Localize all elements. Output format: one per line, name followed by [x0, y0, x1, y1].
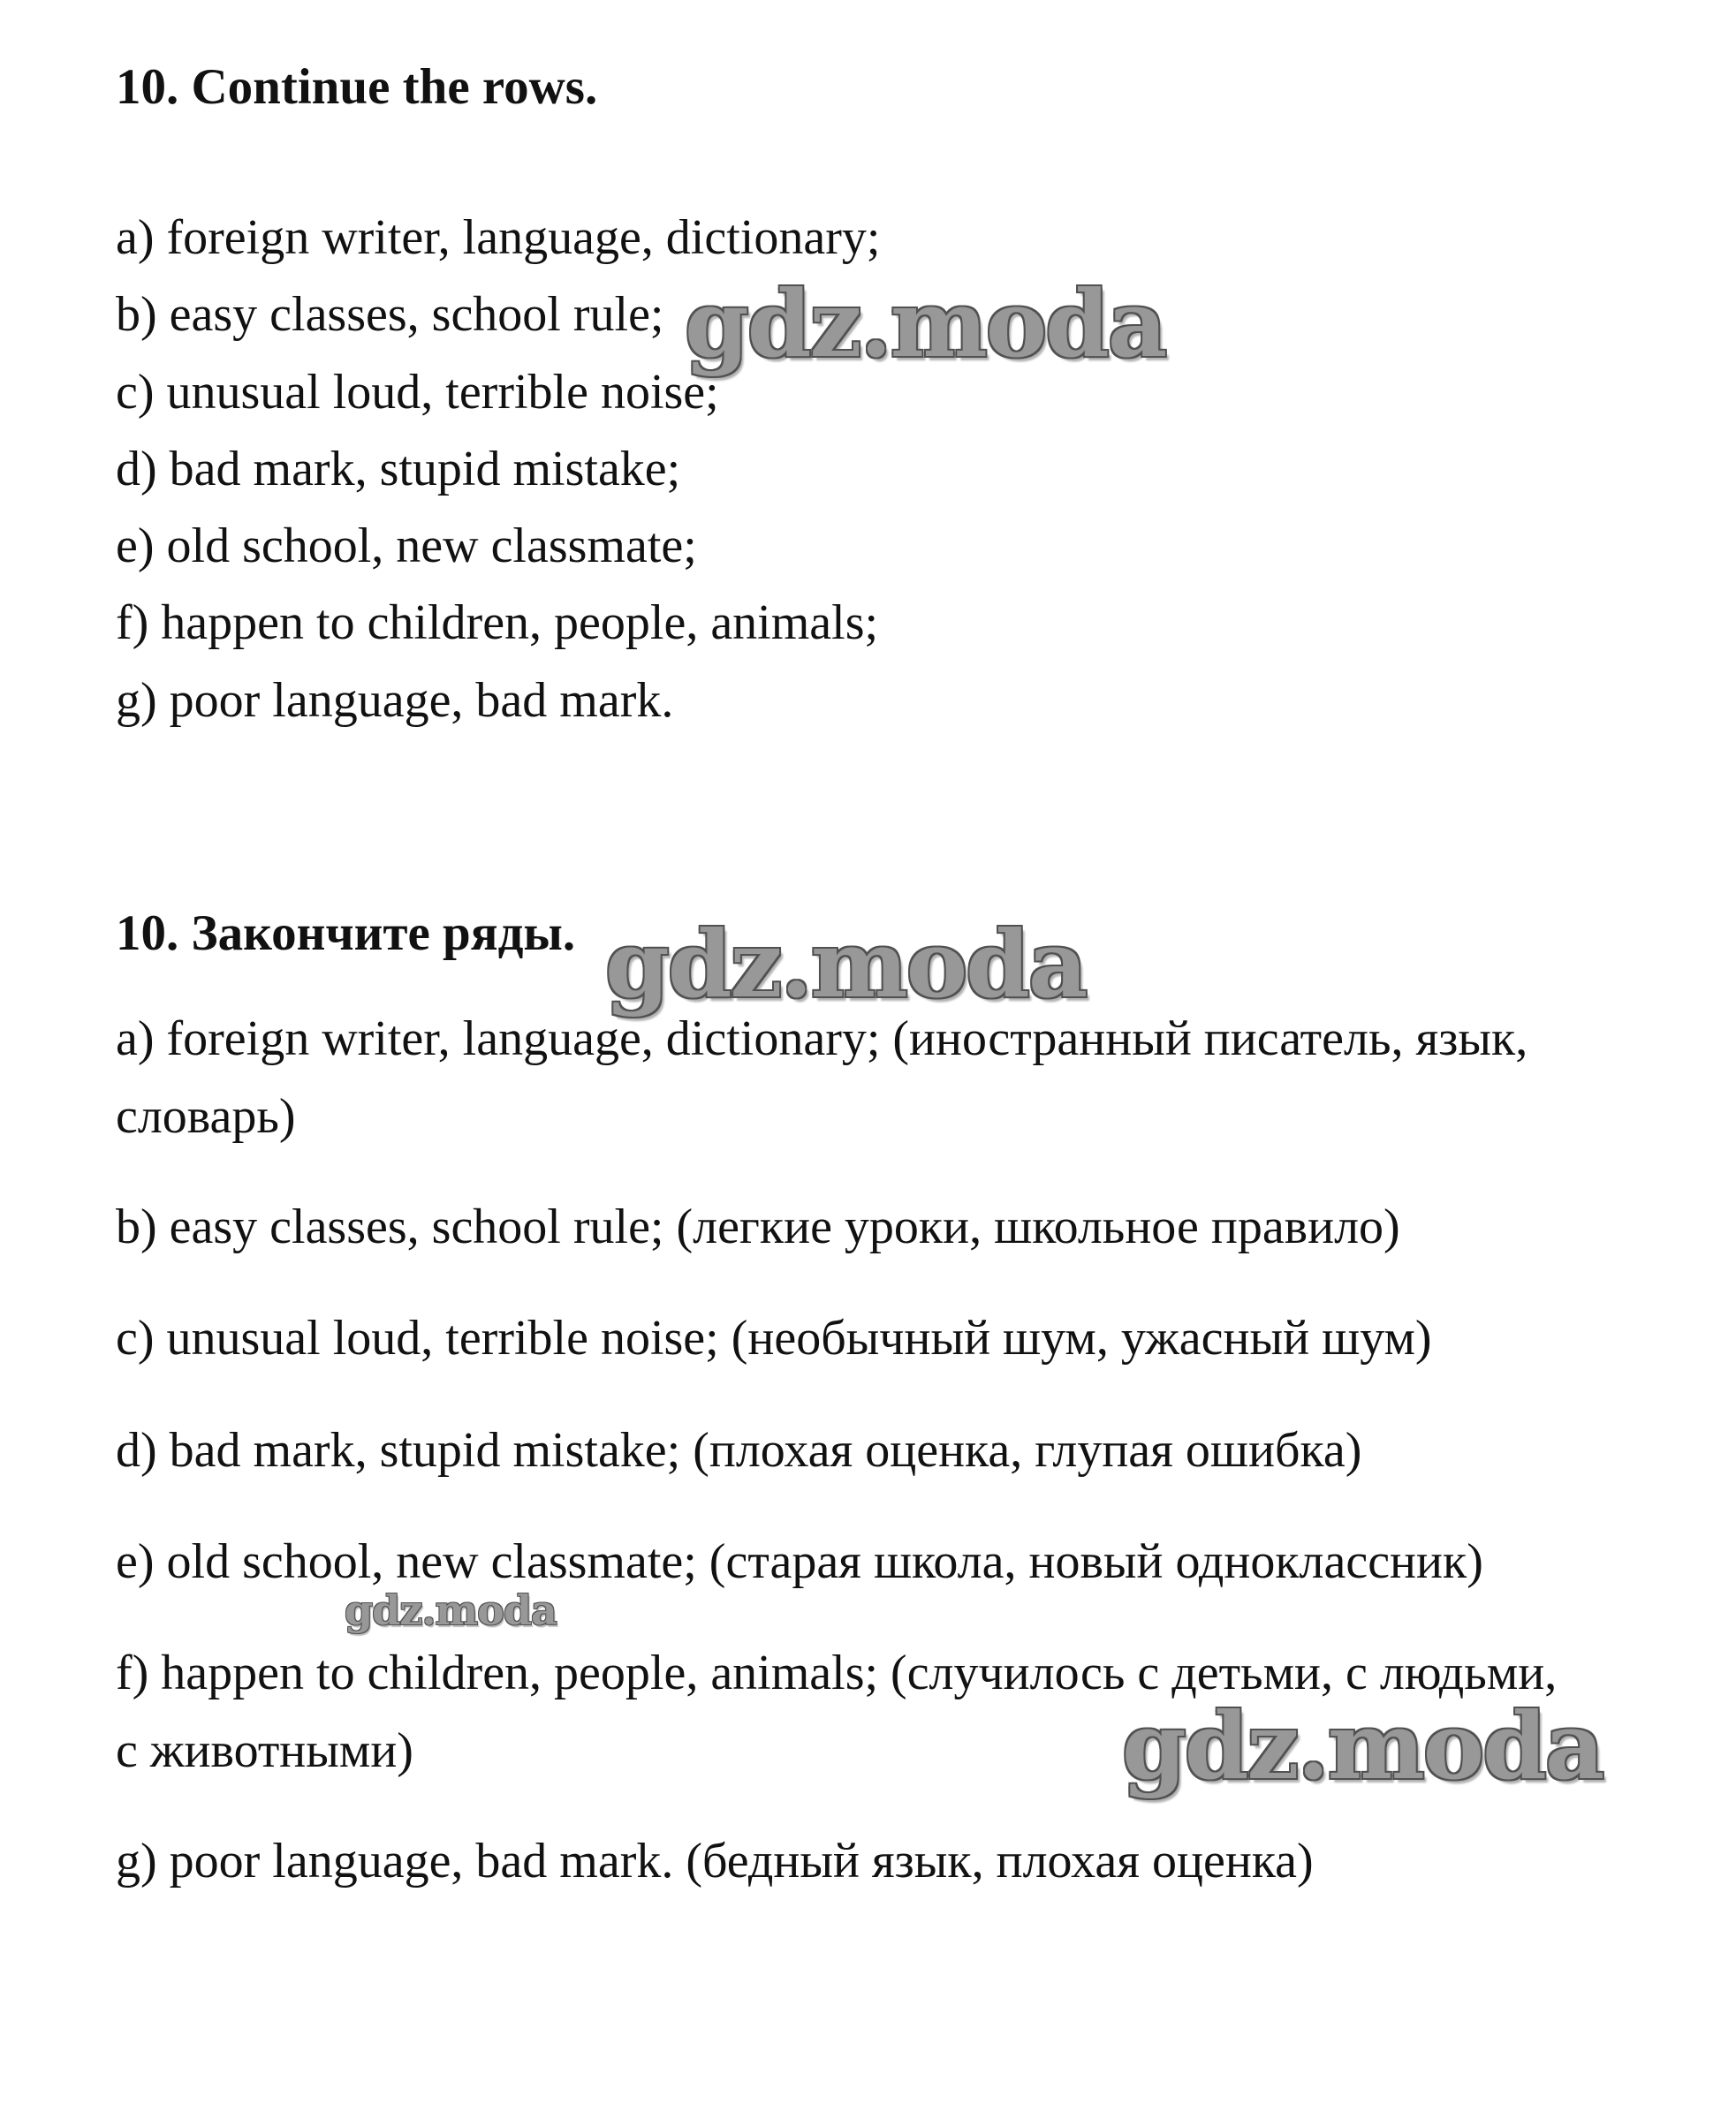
english-item-g: g) poor language, bad mark. [116, 673, 674, 728]
english-item-e: e) old school, new classmate; [116, 519, 697, 573]
russian-item-b: b) easy classes, school rule; (легкие уроки, школьное правило) [116, 1200, 1400, 1254]
english-title: 10. Continue the rows. [116, 59, 598, 115]
russian-item-c: c) unusual loud, terrible noise; (необычный шум, ужасный шум) [116, 1311, 1432, 1366]
watermark-logo: gdz.moda [1122, 1692, 1603, 1800]
watermark-logo: gdz.moda [345, 1586, 557, 1634]
english-item-f: f) happen to children, people, animals; [116, 595, 879, 650]
russian-item-g: g) poor language, bad mark. (бедный язык, плохая оценка) [116, 1834, 1314, 1889]
russian-item-f-line1: f) happen to children, people, animals; (случилось с детьми, с людьми, [116, 1646, 1558, 1700]
english-item-b: b) easy classes, school rule; [116, 287, 664, 342]
russian-item-a-line1: a) foreign writer, language, dictionary; (иностранный писатель, язык, [116, 1011, 1528, 1066]
russian-item-e: e) old school, new classmate; (старая школа, новый одноклассник) [116, 1534, 1483, 1589]
watermark-logo: gdz.moda [605, 910, 1087, 1018]
english-item-c: c) unusual loud, terrible noise; [116, 365, 719, 420]
russian-title: 10. Закончите ряды. [116, 905, 576, 961]
russian-item-a-line2: словарь) [116, 1089, 296, 1144]
russian-item-d: d) bad mark, stupid mistake; (плохая оценка, глупая ошибка) [116, 1423, 1362, 1478]
english-item-a: a) foreign writer, language, dictionary; [116, 210, 881, 265]
english-item-d: d) bad mark, stupid mistake; [116, 442, 681, 496]
russian-item-f-line2: с животными) [116, 1723, 413, 1778]
watermark-logo: gdz.moda [685, 269, 1166, 378]
